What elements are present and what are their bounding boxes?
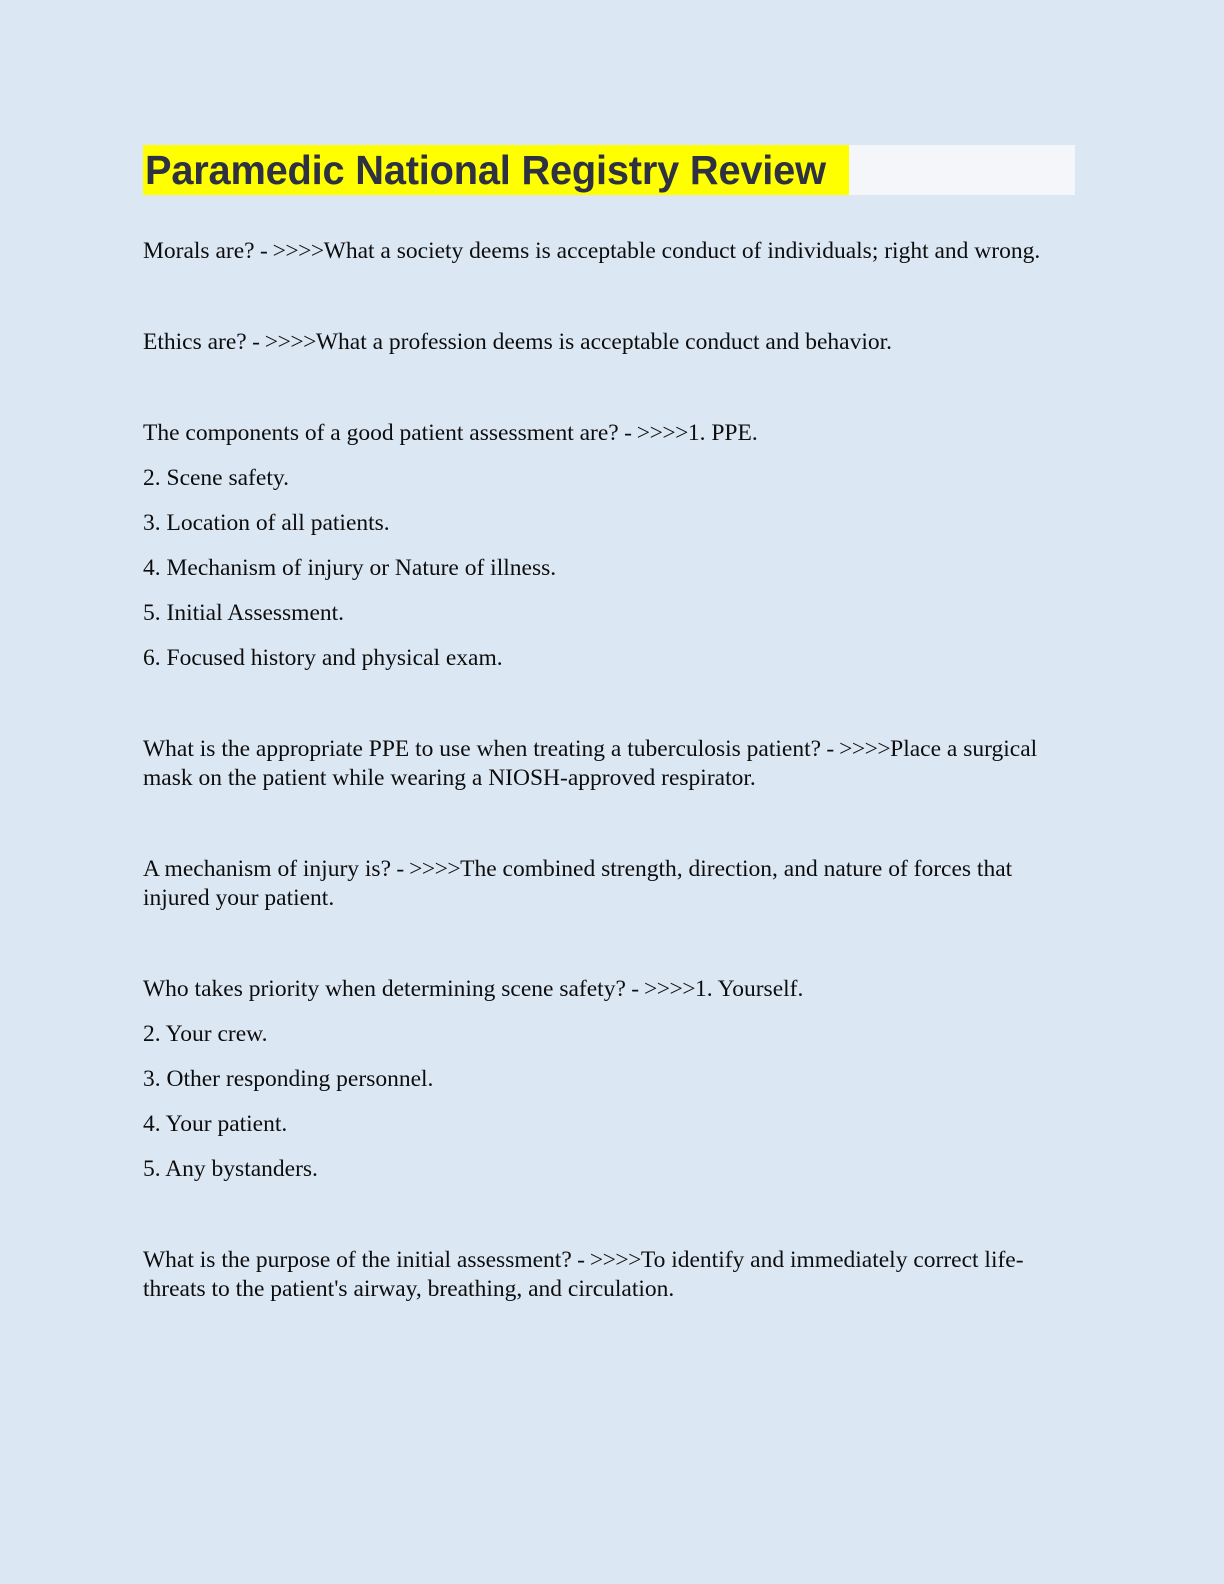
qa-line — [143, 419, 1055, 448]
question-text: What is the appropriate PPE to use when treating a tuberculosis patient? — [143, 736, 822, 762]
answer-text: What a profession deems is acceptable conduct and behavior. — [315, 329, 893, 355]
question-text: A mechanism of injury is? — [143, 856, 392, 882]
qa-block — [143, 975, 1055, 1184]
qa-block — [143, 855, 1055, 913]
question-text: What is the purpose of the initial assessment? — [143, 1247, 572, 1273]
qa-line — [143, 855, 1055, 913]
answer-text: 1. Yourself. — [694, 976, 804, 1002]
answer-list-item: 5. Initial Assessment. — [143, 600, 345, 626]
qa-block — [143, 237, 1055, 266]
qa-line — [143, 328, 1055, 357]
answer-text: Place a surgical mask on the patient while wearing a NIOSH-approved respirator. — [143, 736, 1038, 791]
qa-block — [143, 328, 1055, 357]
qa-block — [143, 735, 1055, 793]
answer-separator: - >>>> — [391, 856, 461, 882]
answer-text: The combined strength, direction, and nature of forces that injured your patient. — [143, 856, 1013, 911]
page-title: Paramedic National Registry Review — [145, 147, 826, 193]
answer-separator: - >>>> — [571, 1247, 641, 1273]
answer-separator: - >>>> — [618, 420, 688, 446]
question-text: Who takes priority when determining scene safety? — [143, 976, 626, 1002]
title-highlight — [143, 145, 849, 195]
answer-separator: - >>>> — [625, 976, 695, 1002]
answer-text: To identify and immediately correct life-threats to the patient's airway, breathing, and circulation. — [143, 1247, 1024, 1302]
answer-list-item: 5. Any bystanders. — [143, 1156, 318, 1182]
answer-list-item: 3. Location of all patients. — [143, 510, 390, 536]
answer-text: What a society deems is acceptable conduct of individuals; right and wrong. — [323, 238, 1041, 264]
question-text: The components of a good patient assessment are? — [143, 420, 619, 446]
qa-line — [143, 237, 1055, 266]
question-text: Morals are? — [143, 238, 255, 264]
answer-list-item: 4. Mechanism of injury or Nature of illness. — [143, 555, 557, 581]
answer-separator: - >>>> — [254, 238, 324, 264]
answer-list-item: 2. Your crew. — [143, 1021, 268, 1047]
qa-line — [143, 735, 1055, 793]
answer-separator: - >>>> — [246, 329, 316, 355]
qa-line — [143, 975, 1055, 1004]
document-title-row — [143, 145, 1075, 195]
title-trailing-strip — [849, 145, 1075, 195]
qa-block — [143, 1246, 1055, 1304]
question-text: Ethics are? — [143, 329, 247, 355]
answer-separator: - >>>> — [821, 736, 891, 762]
answer-list-item: 6. Focused history and physical exam. — [143, 645, 503, 671]
qa-block — [143, 419, 1055, 673]
answer-list-item: 4. Your patient. — [143, 1111, 288, 1137]
document-body — [143, 237, 1055, 1304]
answer-list-item: 3. Other responding personnel. — [143, 1066, 434, 1092]
qa-line — [143, 1246, 1055, 1304]
answer-text: 1. PPE. — [687, 420, 758, 446]
answer-list-item: 2. Scene safety. — [143, 465, 289, 491]
